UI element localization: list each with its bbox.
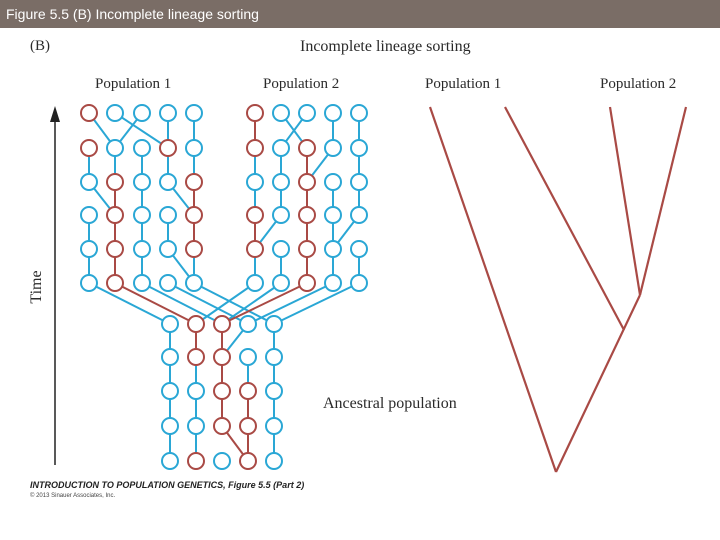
gene-copy-node [325,174,341,190]
gene-copy-node [240,383,256,399]
species-tree-branch [556,295,640,472]
gene-copy-node [81,105,97,121]
gene-copy-node [160,174,176,190]
species-tree [430,107,686,472]
gene-copy-node [160,241,176,257]
gene-copy-node [247,140,263,156]
gene-copy-node [186,275,202,291]
gene-copy-node [162,316,178,332]
gene-copy-node [160,275,176,291]
species-tree-branch [430,107,556,472]
population-1-label-genealogy: Population 1 [95,76,172,92]
gene-copy-node [162,453,178,469]
gene-copy-node [240,418,256,434]
gene-copy-node [351,105,367,121]
gene-copy-node [188,316,204,332]
gene-copy-node [134,174,150,190]
gene-copy-node [186,140,202,156]
gene-copy-node [273,174,289,190]
gene-copy-node [188,383,204,399]
gene-copy-node [351,241,367,257]
population-2-label-genealogy: Population 2 [263,76,340,92]
gene-copy-node [107,105,123,121]
gene-copy-node [188,349,204,365]
figure-credit: INTRODUCTION TO POPULATION GENETICS, Figure 5.5 (Part 2) [30,480,305,490]
gene-copy-node [351,207,367,223]
gene-copy-node [273,140,289,156]
gene-copy-node [186,241,202,257]
gene-copy-node [162,383,178,399]
gene-copy-node [134,105,150,121]
gene-copy-node [266,453,282,469]
population-1-label-tree: Population 1 [425,76,502,92]
gene-copy-node [247,241,263,257]
gene-copy-node [188,453,204,469]
gene-copy-node [266,383,282,399]
gene-copy-node [247,174,263,190]
gene-copy-node [273,275,289,291]
gene-copy-node [107,241,123,257]
copyright-notice: © 2013 Sinauer Associates, Inc. [30,493,116,499]
gene-copy-node [214,349,230,365]
gene-copy-node [81,174,97,190]
gene-copy-node [214,383,230,399]
slide-title: Figure 5.5 (B) Incomplete lineage sorting [0,0,720,28]
gene-copy-node [240,349,256,365]
gene-copy-node [134,241,150,257]
gene-copy-node [186,105,202,121]
gene-copy-node [325,140,341,156]
gene-copy-node [273,105,289,121]
gene-copy-node [107,207,123,223]
gene-copy-node [160,140,176,156]
diagram-heading: Incomplete lineage sorting [300,38,471,55]
gene-copy-node [325,105,341,121]
ancestral-population-label: Ancestral population [323,395,457,412]
gene-copy-node [240,316,256,332]
time-arrow [50,106,60,465]
gene-copy-node [81,241,97,257]
gene-copy-node [162,349,178,365]
lineage-edge [89,283,170,324]
gene-copy-node [134,207,150,223]
gene-copy-node [266,349,282,365]
species-tree-branch [505,107,624,330]
gene-copy-node [273,207,289,223]
time-axis-label: Time [28,270,45,304]
gene-copy-node [162,418,178,434]
gene-copy-node [186,174,202,190]
gene-copy-node [107,275,123,291]
gene-copy-node [351,275,367,291]
gene-copy-node [325,207,341,223]
gene-copy-node [299,275,315,291]
gene-copy-node [81,275,97,291]
genealogy-edges [89,113,359,461]
gene-copy-node [160,105,176,121]
species-tree-branch [640,107,686,295]
gene-copy-node [299,241,315,257]
gene-copy-node [266,316,282,332]
gene-copy-node [214,453,230,469]
gene-copy-node [186,207,202,223]
gene-copy-node [325,275,341,291]
gene-copy-node [214,316,230,332]
gene-copy-node [214,418,230,434]
gene-copy-node [188,418,204,434]
gene-copy-node [247,207,263,223]
panel-label: (B) [30,38,50,54]
gene-copy-node [134,140,150,156]
gene-copy-node [247,275,263,291]
gene-copy-node [81,207,97,223]
gene-copy-node [81,140,97,156]
gene-copy-node [107,174,123,190]
gene-copy-node [299,207,315,223]
gene-copy-node [299,105,315,121]
gene-copy-node [351,174,367,190]
gene-copy-node [247,105,263,121]
gene-copy-node [299,140,315,156]
gene-copy-node [240,453,256,469]
species-tree-branch [610,107,640,295]
gene-copy-node [273,241,289,257]
gene-copy-node [107,140,123,156]
gene-copy-node [299,174,315,190]
gene-copy-node [351,140,367,156]
gene-copy-node [134,275,150,291]
gene-copy-node [325,241,341,257]
population-2-label-tree: Population 2 [600,76,677,92]
gene-copy-node [160,207,176,223]
gene-copy-node [266,418,282,434]
